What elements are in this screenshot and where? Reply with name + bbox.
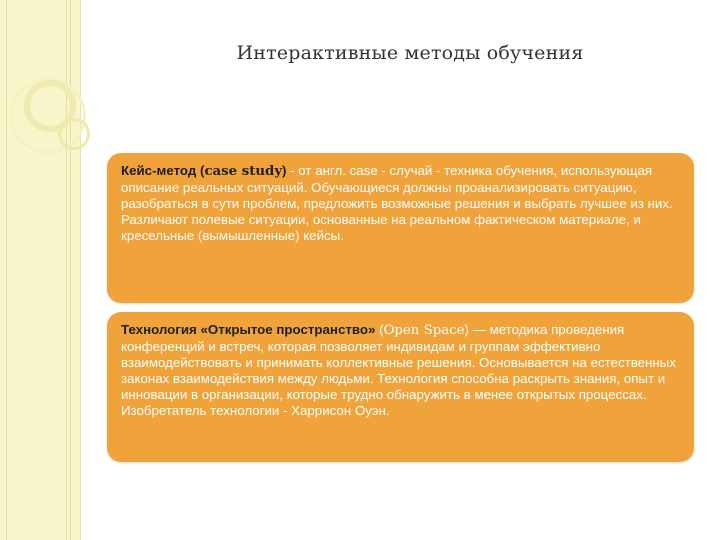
card-term-en: (case study) xyxy=(200,163,287,179)
card-text xyxy=(121,163,683,244)
band-line xyxy=(66,0,67,540)
decorative-side-band xyxy=(0,0,81,540)
open-space-card xyxy=(107,312,694,462)
card-text xyxy=(121,322,683,419)
slide-title: Интерактивные методы обучения xyxy=(236,42,584,64)
card-term: Технология «Открытое пространство» xyxy=(121,322,376,337)
card-description: - от англ. case - случай - техника обучения, использующая описание реальных ситуаций. Обучающиеся должны проанализировать ситуацию, разобраться в сути проблем, предложить возможные решения и выбрать лучшее из них. Различают полевые ситуации, основанные на реальном фактическом материале, и кресельные (вымышленные) кейсы. xyxy=(121,163,673,243)
card-term: Кейс-метод xyxy=(121,163,197,178)
band-line xyxy=(6,0,7,540)
card-term-en: (Open Space) xyxy=(379,322,469,338)
band-line xyxy=(70,0,71,540)
case-study-card xyxy=(107,153,694,303)
card-description: — методика проведения конференций и встреч, которая позволяет индивидам и группам эффективно взаимодействовать и принимать коллективные решения. Основывается на естественных законах взаимодействия между людьми. Технология способна раскрыть знания, опыт и инновации в организации, которые трудно обнаружить в менее открытых процессах. Изобретатель технологии - Харрисон Оуэн. xyxy=(121,322,676,418)
decorative-ring xyxy=(58,118,90,150)
